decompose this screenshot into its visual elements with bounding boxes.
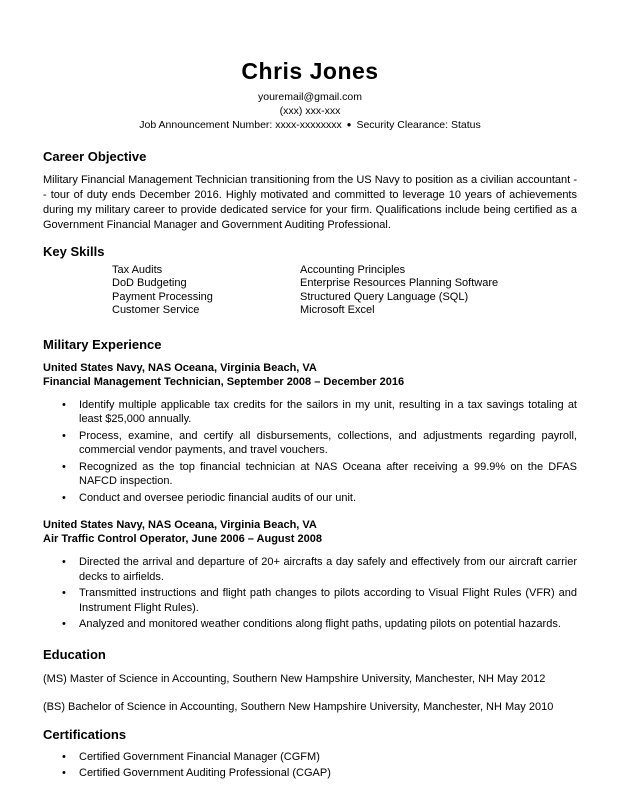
announcement-clearance-line [43,118,577,133]
certifications-list [43,750,577,781]
key-skills-column-1 [112,264,300,318]
section-certifications [43,727,577,781]
certification-item: • Certified Government Auditing Professional (CGAP) [79,766,577,781]
skill-item: Payment Processing [112,290,213,303]
job-entry [43,361,577,506]
skill-item: Structured Query Language (SQL) [300,290,469,303]
education-entry: (MS) Master of Science in Accounting, Southern New Hampshire University, Manchester, NH May 2012 [43,672,546,685]
skill-item: Accounting Principles [300,263,406,276]
certifications-heading: Certifications [43,726,127,742]
skill-item: Enterprise Resources Planning Software [300,277,499,289]
job-bullet-list [43,398,577,506]
military-experience-heading: Military Experience [43,336,162,352]
skill-item: Tax Audits [112,263,163,276]
job-employer: United States Navy, NAS Oceana, Virginia Beach, VA [43,519,317,531]
job-bullet: • Directed the arrival and departure of 20+ aircrafts a day safely and effectively from our aircraft carrier decks to airfields. [79,555,577,584]
job-bullet: • Recognized as the top financial technician at NAS Oceana after receiving a 99.9% on the DFAS NAFCD inspection. [79,460,577,489]
education-entry: (BS) Bachelor of Science in Accounting, Southern New Hampshire University, Manchester, NH May 2010 [43,700,554,713]
section-education [43,647,577,714]
job-title-dates: Financial Management Technician, September 2008 – December 2016 [43,375,405,388]
section-key-skills [43,244,577,318]
skill-item: Customer Service [112,304,200,316]
skill-item: Microsoft Excel [300,304,375,316]
section-military-experience [43,337,577,632]
job-employer: United States Navy, NAS Oceana, Virginia Beach, VA [43,361,317,374]
job-bullet: • Analyzed and monitored weather conditions along flight paths, updating pilots on potential hazards. [79,617,577,632]
career-objective-heading: Career Objective [43,148,147,164]
key-skills-heading: Key Skills [43,243,105,259]
section-career-objective [43,149,577,233]
job-bullet: • Transmitted instructions and flight path changes to pilots according to Visual Flight Rules (VFR) and Instrument Flight Rules). [79,586,577,615]
skill-item: DoD Budgeting [112,277,187,289]
key-skills-grid [112,264,577,318]
key-skills-column-2 [300,264,577,318]
email-text: youremail@gmail.com [257,91,363,103]
career-objective-paragraph: Military Financial Management Technician transitioning from the US Navy to position as a civilian accountant -- tour of duty ends December 2016. Highly motivated and committed to leverage 10 years of achievements during my military career to provide dedicated service for your firm. Qualifications include being certified as a Government Financial Manager and Government Auditing Professional. [43,173,577,231]
job-announcement-number: Job Announcement Number: xxxx-xxxxxxxx [139,119,342,131]
resume-header [43,58,577,133]
phone-text: (xxx) xxx-xxx [279,104,341,117]
education-heading: Education [43,646,106,662]
job-entry [43,518,577,632]
security-clearance: Security Clearance: Status [356,119,481,131]
job-bullet: • Process, examine, and certify all disbursements, collections, and adjustments regarding payroll, commercial vendor payments, and travel vouchers. [79,429,577,458]
job-bullet: • Conduct and oversee periodic financial audits of our unit. [79,491,577,506]
bullet-separator-icon: ● [346,120,352,129]
job-title-dates: Air Traffic Control Operator, June 2006 – August 2008 [43,533,322,545]
job-bullet-list [43,555,577,632]
candidate-name: Chris Jones [241,58,379,84]
certification-item: • Certified Government Financial Manager (CGFM) [79,750,577,765]
job-bullet: • Identify multiple applicable tax credits for the sailors in my unit, resulting in a tax savings totaling at least $25,000 annually. [79,398,577,427]
